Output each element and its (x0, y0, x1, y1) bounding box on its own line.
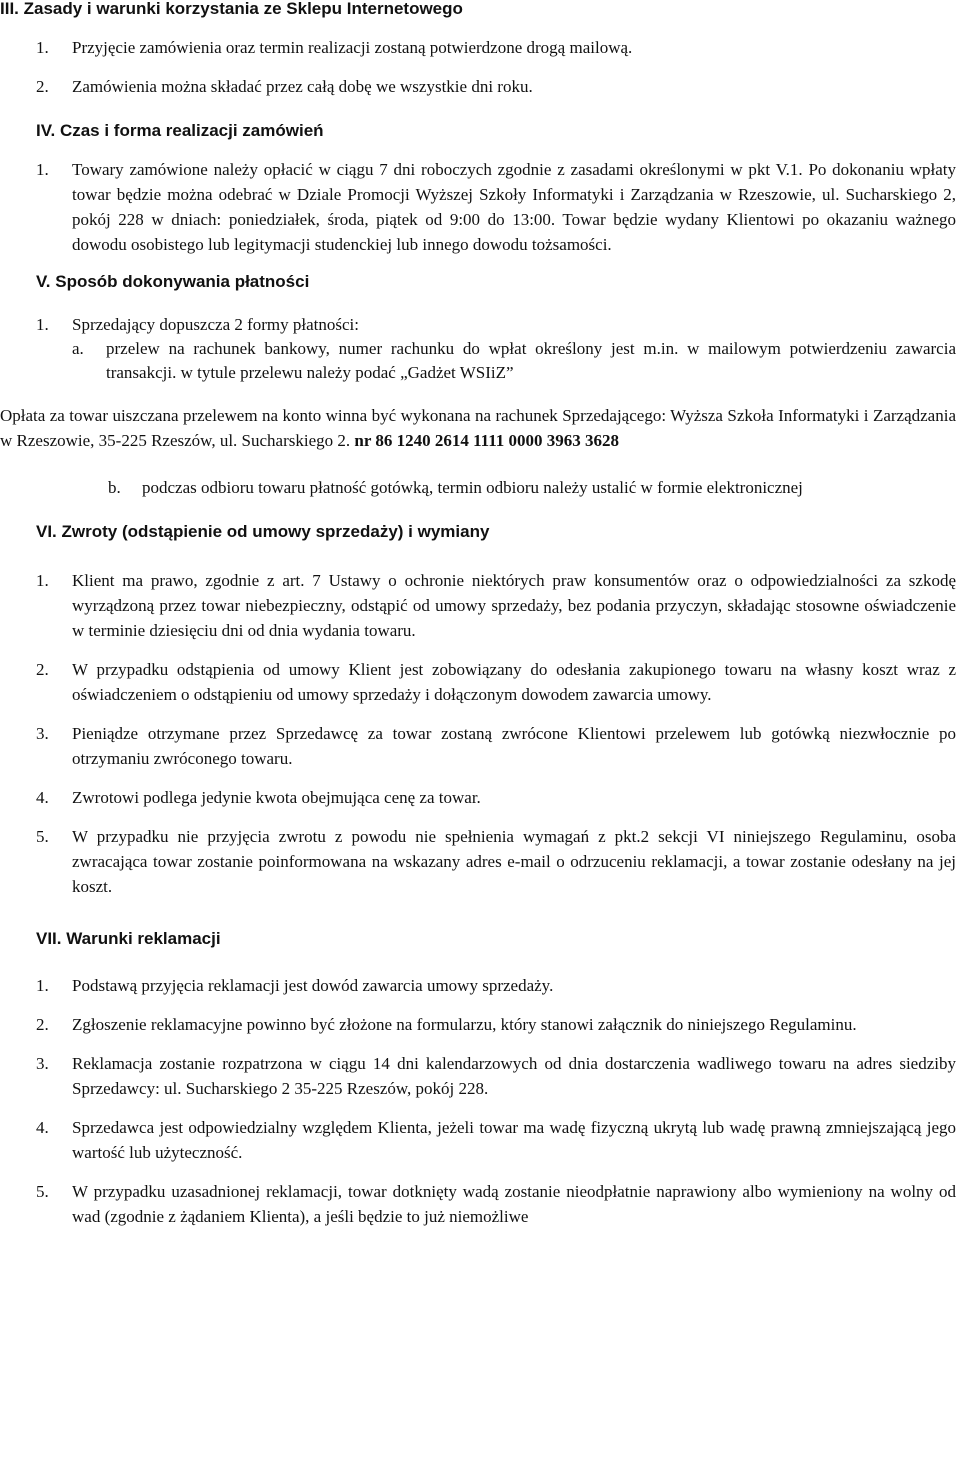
section-7-heading: VII. Warunki reklamacji (36, 929, 221, 948)
list-item-number: 4. (36, 788, 49, 807)
section-6-heading: VI. Zwroty (odstąpienie od umowy sprzedaży) i wymiany (36, 522, 490, 541)
list-item (36, 74, 956, 99)
list-item (36, 824, 956, 899)
bank-account-number: nr 86 1240 2614 1111 0000 3963 3628 (354, 431, 620, 450)
list-item-text: W przypadku nie przyjęcia zwrotu z powodu nie spełnienia wymagań z pkt.2 sekcji VI niniejszego Regulaminu, osoba zwracająca towar zostanie poinformowana na wskazany adres e-mail o odrzuceniu reklamacji, a towar zostanie odesłany na jej koszt. (72, 827, 956, 896)
section-5-list (36, 312, 956, 385)
list-item-number: 3. (36, 724, 49, 743)
list-item-text: W przypadku uzasadnionej reklamacji, towar dotknięty wadą zostanie nieodpłatnie naprawiony albo wymieniony na wolny od wad (zgodnie z żądaniem Klienta), a jeśli będzie to już niemożliwe (72, 1182, 956, 1226)
list-item-number: 5. (36, 1182, 49, 1201)
list-item-number: 1. (36, 160, 49, 179)
payment-paragraph (0, 403, 956, 453)
list-item-number: 5. (36, 827, 49, 846)
list-item-text: Towary zamówione należy opłacić w ciągu 7 dni roboczych zgodnie z zasadami określonymi w pkt V.1. Po dokonaniu wpłaty towar będzie można odebrać w Dziale Promocji Wyższej Szkoły Informatyki i Zarządzania w Rzeszowie, ul. Sucharskiego 2, pokój 228 w dniach: poniedziałek, środa, piątek od 9:00 do 13:00. Towar będzie wydany Klientowi po okazaniu ważnego dowodu osobistego lub legitymacji studenckiej lub innego dowodu tożsamości. (72, 160, 956, 254)
sub-item-a (36, 337, 956, 385)
list-item-number: 2. (36, 1015, 49, 1034)
sub-item-letter: b. (108, 478, 121, 497)
list-item (36, 721, 956, 771)
section-7-list (36, 973, 956, 1229)
list-item-number: 2. (36, 660, 49, 679)
list-item-number: 1. (36, 315, 49, 334)
list-item (36, 312, 956, 337)
sub-item-b (36, 475, 956, 500)
list-item-text: Przyjęcie zamówienia oraz termin realizacji zostaną potwierdzone drogą mailową. (72, 38, 633, 57)
list-item-text: Reklamacja zostanie rozpatrzona w ciągu 14 dni kalendarzowych od dnia dostarczenia wadliwego towaru na adres siedziby Sprzedawcy: ul. Sucharskiego 2 35-225 Rzeszów, pokój 228. (72, 1054, 956, 1098)
list-item (36, 1115, 956, 1165)
list-item (36, 1051, 956, 1101)
list-item-text: Sprzedający dopuszcza 2 formy płatności: (72, 315, 360, 334)
section-4-list (36, 157, 956, 257)
list-item (36, 568, 956, 643)
list-item (36, 1012, 956, 1037)
sub-item-text: podczas odbioru towaru płatność gotówką, termin odbioru należy ustalić w formie elektronicznej (142, 478, 803, 497)
list-item-number: 3. (36, 1054, 49, 1073)
list-item-text: W przypadku odstąpienia od umowy Klient jest zobowiązany do odesłania zakupionego towaru na własny koszt wraz z oświadczeniem o odstąpieniu od umowy sprzedaży i dołączonym dowodem zawarcia umowy. (72, 660, 956, 704)
section-3-list (36, 35, 956, 99)
section-5-heading: V. Sposób dokonywania płatności (36, 272, 310, 291)
list-item-text: Klient ma prawo, zgodnie z art. 7 Ustawy o ochronie niektórych praw konsumentów oraz o odpowiedzialności za szkodę wyrządzoną przez towar niebezpieczny, odstąpić od umowy sprzedaży, bez podania przyczyn, składając stosowne oświadczenie w terminie dziesięciu dni od dnia wydania towaru. (72, 571, 956, 640)
list-item (36, 785, 956, 810)
list-item-number: 2. (36, 77, 49, 96)
list-item (36, 973, 956, 998)
list-item-number: 1. (36, 38, 49, 57)
section-3-heading: III. Zasady i warunki korzystania ze Sklepu Internetowego (0, 0, 463, 18)
section-4-heading: IV. Czas i forma realizacji zamówień (36, 121, 324, 140)
list-item-number: 1. (36, 976, 49, 995)
list-item-text: Pieniądze otrzymane przez Sprzedawcę za towar zostaną zwrócone Klientowi przelewem lub gotówką niezwłocznie po otrzymaniu zwróconego towaru. (72, 724, 956, 768)
list-item-number: 1. (36, 571, 49, 590)
list-item (36, 1179, 956, 1229)
list-item (36, 35, 956, 60)
list-item-text: Zamówienia można składać przez całą dobę we wszystkie dni roku. (72, 77, 533, 96)
payment-paragraph-text: Opłata za towar uiszczana przelewem na konto winna być wykonana na rachunek Sprzedającego: Wyższa Szkoła Informatyki i Zarządzania w Rzeszowie, 35-225 Rzeszów, ul. Sucharskiego 2. (0, 406, 956, 450)
list-item-text: Podstawą przyjęcia reklamacji jest dowód zawarcia umowy sprzedaży. (72, 976, 554, 995)
section-6-list (36, 568, 956, 899)
sub-item-letter: a. (72, 339, 84, 358)
list-item-number: 4. (36, 1118, 49, 1137)
list-item-text: Sprzedawca jest odpowiedzialny względem Klienta, jeżeli towar ma wadę fizyczną ukrytą lub wadę prawną zmniejszającą jego wartość lub użyteczność. (72, 1118, 956, 1162)
list-item-text: Zgłoszenie reklamacyjne powinno być złożone na formularzu, który stanowi załącznik do niniejszego Regulaminu. (72, 1015, 857, 1034)
sub-item-text: przelew na rachunek bankowy, numer rachunku do wpłat określony jest m.in. w mailowym potwierdzeniu zawarcia transakcji. w tytule przelewu należy podać „Gadżet WSIiZ” (106, 339, 956, 382)
list-item-text: Zwrotowi podlega jedynie kwota obejmująca cenę za towar. (72, 788, 481, 807)
list-item (36, 157, 956, 257)
list-item (36, 657, 956, 707)
